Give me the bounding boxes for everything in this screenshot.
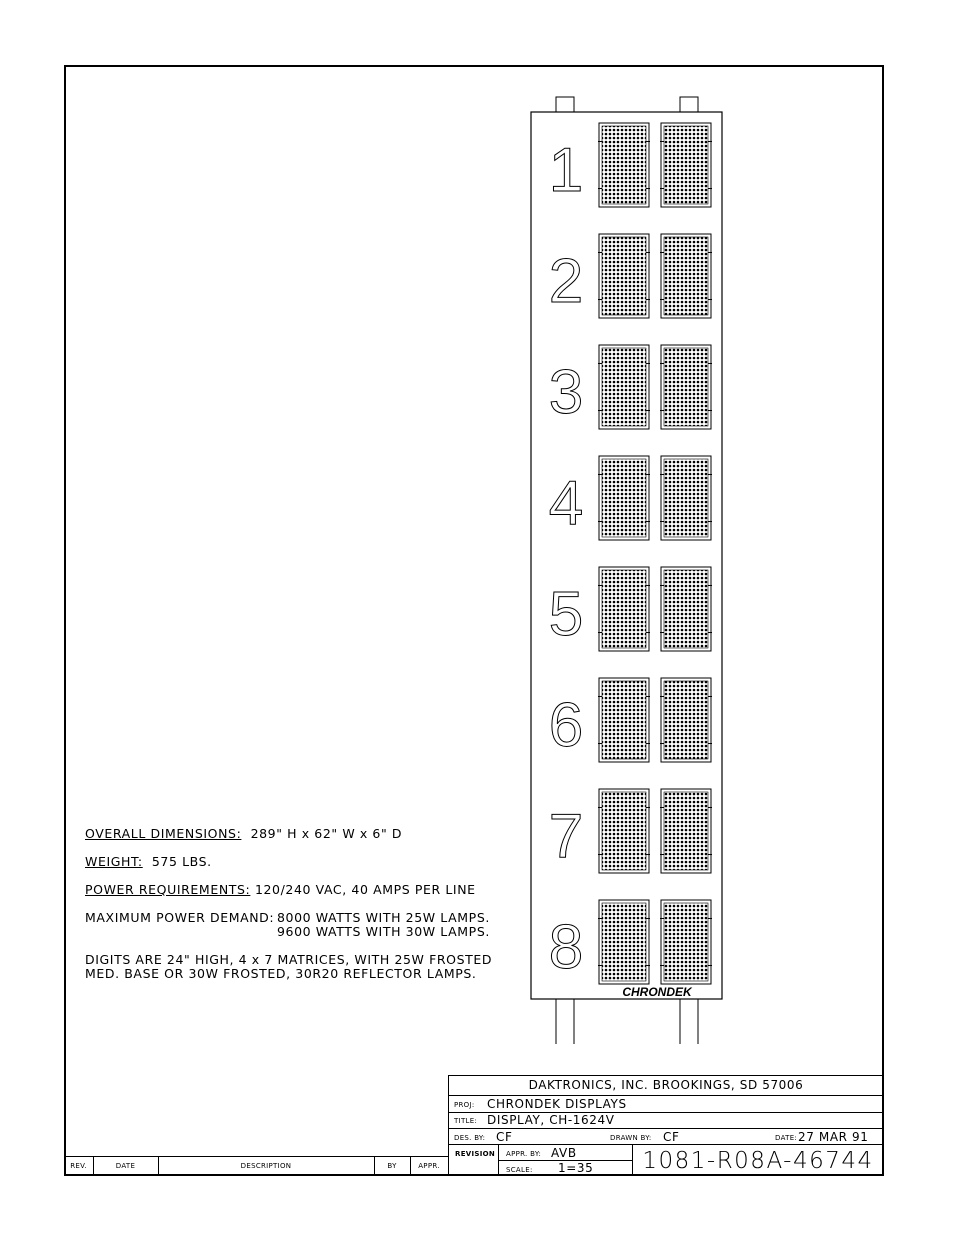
note-demand-line2: 9600 WATTS WITH 30W LAMPS. [277,924,490,939]
digit-row-1 [549,123,712,207]
lamp-matrix [664,237,708,315]
note-power [85,883,476,897]
title-label: TITLE: [454,1117,478,1125]
appr-by-label: APPR. BY: [506,1150,542,1158]
lamp-matrix [602,237,646,315]
company-name: DAKTRONICS, INC. BROOKINGS, SD 57006 [528,1078,804,1092]
title-block-line [448,1128,884,1129]
drawing-number: 1081-R08A-46744 [642,1148,874,1174]
weight-label: WEIGHT: [85,854,143,869]
position-number-8: 8 [548,913,584,982]
date-label: DATE: [775,1134,798,1142]
dimensions-label: OVERALL DIMENSIONS: [85,826,242,841]
drawn-by-value: CF [663,1130,680,1144]
lamp-matrix [602,792,646,870]
note-demand-line1: 8000 WATTS WITH 25W LAMPS. [277,910,490,925]
position-number-1: 1 [548,136,584,205]
position-number-2: 2 [548,247,584,316]
lamp-matrix [664,459,708,537]
des-by-value: CF [496,1130,513,1144]
scale-label: SCALE: [506,1166,533,1174]
lamp-matrix [602,903,646,981]
mount-tab-right [680,97,698,112]
power-value: 120/240 VAC, 40 AMPS PER LINE [254,882,476,897]
rev-header-date: DATE [115,1162,136,1170]
digit-row-4 [549,456,712,540]
lamp-matrix [602,570,646,648]
digit-row-2 [549,234,712,318]
rev-header-description: DESCRIPTION [240,1162,292,1170]
title-value: DISPLAY, CH-1624V [487,1113,615,1127]
title-block-line [448,1144,884,1145]
drawn-by-label: DRAWN BY: [610,1134,652,1142]
position-number-5: 5 [548,580,584,649]
rev-header-appr: APPR. [418,1162,440,1170]
digit-row-3 [549,345,712,429]
lamp-matrix [664,348,708,426]
appr-by-value: AVB [551,1146,577,1160]
lamp-matrix [664,681,708,759]
position-number-6: 6 [548,691,584,760]
proj-label: PROJ: [454,1101,475,1109]
support-post-right [680,999,698,1044]
position-number-4: 4 [548,469,584,538]
lamp-matrix [602,459,646,537]
weight-value: 575 LBS. [151,854,212,869]
lamp-matrix [664,126,708,204]
date-value: 27 MAR 91 [798,1130,869,1144]
proj-value: CHRONDEK DISPLAYS [487,1097,627,1111]
digit-row-7 [549,789,712,873]
lamp-matrix [602,348,646,426]
lamp-matrix [664,903,708,981]
brand-label: CHRONDEK [622,985,692,999]
demand-label: MAXIMUM POWER DEMAND: [85,910,275,925]
revision-label: REVISION [455,1150,496,1158]
digit-row-5 [549,567,712,651]
lamp-matrix [602,681,646,759]
position-number-3: 3 [548,358,584,427]
lamp-matrix [664,792,708,870]
note-digits-line2: MED. BASE OR 30W FROSTED, 30R20 REFLECTOR LAMPS. [85,966,477,981]
mount-tab-left [556,97,574,112]
title-block-line [448,1095,884,1096]
note-weight [85,855,212,869]
rev-header-by: BY [387,1162,397,1170]
note-dimensions [85,827,402,841]
title-block-top-line [448,1075,884,1076]
lamp-matrix [602,126,646,204]
des-by-label: DES. BY: [454,1134,486,1142]
digit-row-6 [549,678,712,762]
dimensions-value: 289" H x 62" W x 6" D [250,826,403,841]
revision-table-top-line [64,1156,448,1157]
digit-row-8 [549,900,712,984]
power-label: POWER REQUIREMENTS: [85,882,251,897]
scale-value: 1=35 [558,1161,594,1175]
position-number-7: 7 [548,802,584,871]
support-post-left [556,999,574,1044]
note-digits-line1: DIGITS ARE 24" HIGH, 4 x 7 MATRICES, WITH 25W FROSTED [85,952,493,967]
lamp-matrix [664,570,708,648]
note-demand [85,911,274,925]
rev-header-rev: REV. [70,1162,87,1170]
